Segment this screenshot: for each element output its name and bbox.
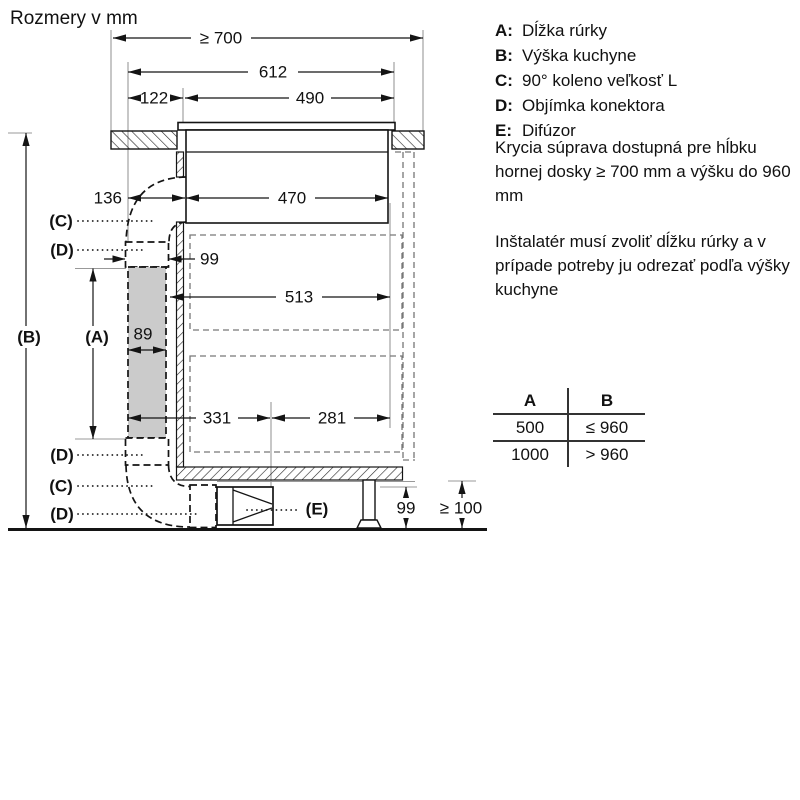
connector-sleeve-mid (126, 438, 169, 465)
legend-item-a (495, 18, 677, 43)
label-c-top: (C) (49, 211, 73, 231)
legend-key-b: B: (495, 46, 513, 65)
legend-label-d: Objímka konektora (522, 96, 665, 115)
dim-worktop-depth: ≥ 700 (199, 28, 243, 48)
size-table-header-b: B (600, 391, 614, 410)
label-e: (E) (305, 499, 329, 519)
legend-key-d: D: (495, 96, 513, 115)
legend-label-b: Výška kuchyne (522, 46, 637, 65)
legend-item-d (495, 93, 677, 118)
dim-elbow-depth: 136 (93, 188, 122, 208)
label-c-bottom: (C) (49, 476, 73, 496)
connector-sleeve-bottom (190, 485, 216, 528)
dimension-arrows (22, 34, 465, 528)
cabinet-bottom-panel (177, 467, 403, 480)
hob-glass (178, 123, 395, 131)
drawing-title: Rozmery v mm (10, 8, 138, 29)
legend-key-e: E: (495, 121, 512, 140)
size-table-header-a: A (493, 388, 569, 413)
legend-key-c: C: (495, 71, 513, 90)
worktop-right (392, 131, 424, 149)
legend-label-a: Dĺžka rúrky (522, 21, 608, 40)
size-table (493, 388, 645, 467)
label-b: (B) (17, 327, 41, 347)
legend-key-a: A: (495, 21, 513, 40)
hob-body (186, 130, 388, 223)
dim-plinth-height: 99 (396, 498, 416, 518)
dim-offset-left: 122 (139, 88, 169, 108)
size-table-row-2 (493, 442, 645, 467)
legend-label-e: Difúzor (522, 121, 576, 140)
size-table-row2-a: 1000 (493, 442, 569, 467)
installation-diagram (0, 0, 495, 545)
cabinet-side-wall-top (177, 152, 184, 177)
dim-hob-body-depth: 470 (277, 188, 307, 208)
legend-label-c: 90° koleno veľkosť L (522, 71, 678, 90)
size-table-row1-a: 500 (493, 415, 569, 440)
duct-tube (128, 267, 166, 438)
hob (178, 123, 395, 224)
cabinet-space-upper (190, 235, 402, 330)
diffuser (217, 487, 273, 525)
label-a: (A) (85, 327, 109, 347)
diffuser-box (217, 487, 273, 525)
size-table-row-1 (493, 415, 645, 442)
worktop-left (111, 131, 177, 149)
dim-rear-depth: 281 (317, 408, 347, 428)
label-d-bottom: (D) (50, 504, 74, 524)
size-table-row2-b: > 960 (585, 445, 629, 464)
legend-item-b (495, 43, 677, 68)
legend-item-c (495, 68, 677, 93)
dim-front-depth: 331 (202, 408, 232, 428)
label-d-top: (D) (50, 240, 74, 260)
dim-cabinet-clear: 513 (284, 287, 314, 307)
parts-legend (495, 18, 677, 143)
connector-sleeve-top (126, 242, 169, 267)
dim-floor-clearance: ≥ 100 (439, 498, 483, 518)
note-installer: Inštalatér musí zvoliť dĺžku rúrky a v prípade potreby ju odrezať podľa výšky kuchyne (495, 232, 790, 299)
dim-overall-depth: 612 (258, 62, 288, 82)
note-cover-set: Krycia súprava dostupná pre hĺbku hornej dosky ≥ 700 mm a výšku do 960 mm (495, 138, 791, 205)
cabinet-foot (357, 480, 381, 528)
size-table-row1-b: ≤ 960 (585, 418, 629, 437)
label-d-mid: (D) (50, 445, 74, 465)
size-table-header (493, 388, 645, 415)
cabinet-space-lower (190, 356, 402, 452)
dim-duct-width: 89 (133, 324, 153, 344)
dim-connector-width: 99 (200, 249, 219, 269)
dim-cutout-depth: 490 (295, 88, 325, 108)
dimension-lines (26, 38, 462, 528)
